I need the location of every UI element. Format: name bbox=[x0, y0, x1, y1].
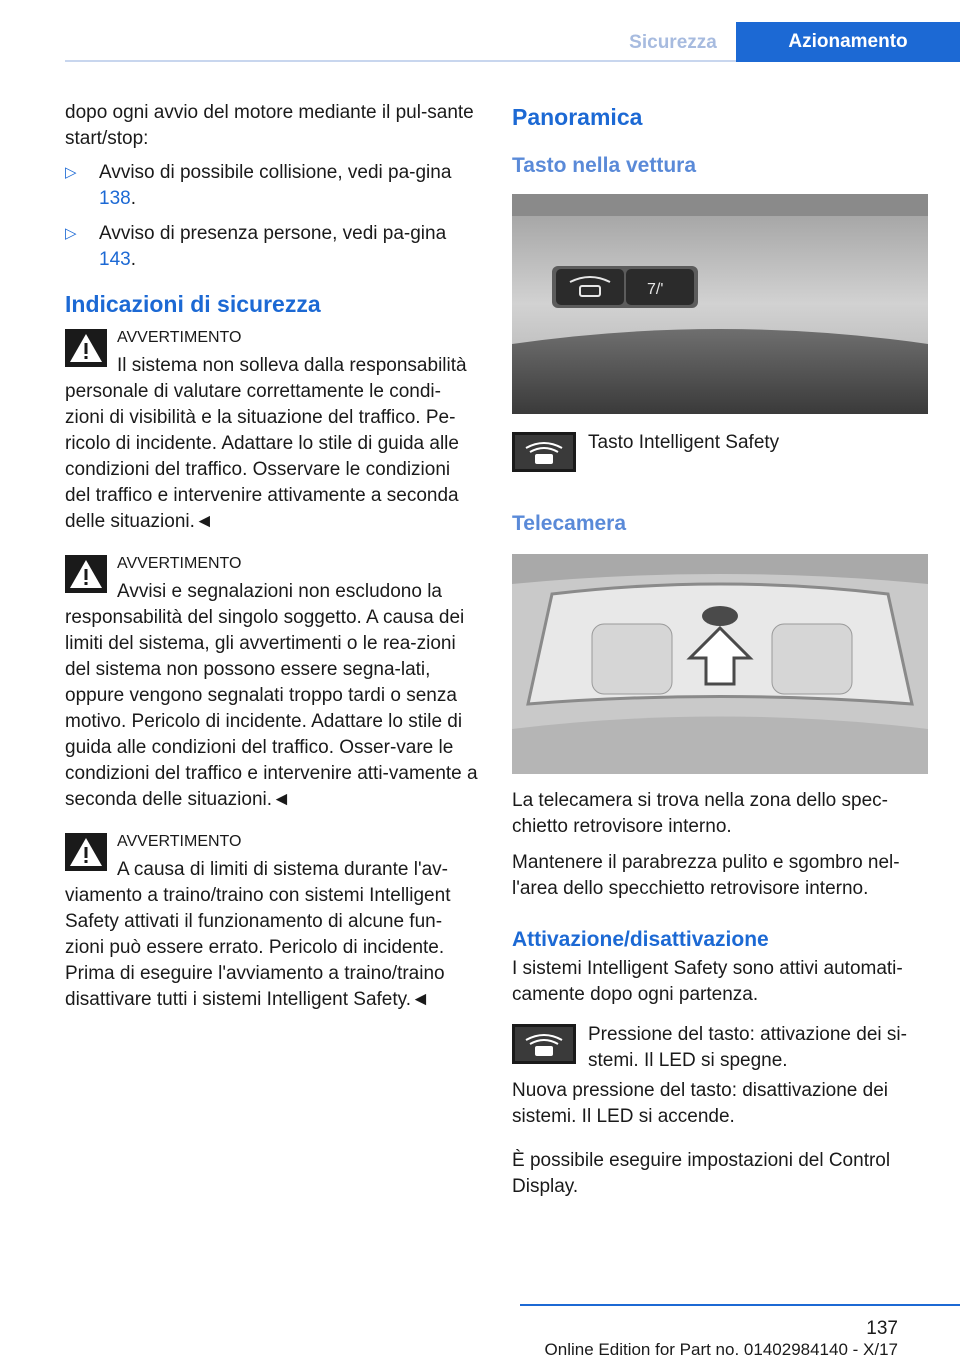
list-item-text: Avviso di presenza persone, vedi pa-gina bbox=[99, 223, 447, 244]
activation-icon-row bbox=[512, 1022, 932, 1074]
overview-heading: Panoramica bbox=[512, 104, 643, 130]
camera-windshield-image bbox=[512, 554, 928, 774]
warning-title: AVVERTIMENTO bbox=[117, 329, 242, 346]
page-link[interactable]: 143 bbox=[99, 249, 131, 270]
list-item bbox=[65, 160, 479, 212]
list-item-text: Avviso di possibile collisione, vedi pa-gina bbox=[99, 162, 452, 183]
activation-heading: Attivazione/disattivazione bbox=[512, 928, 769, 951]
intelligent-safety-button-icon bbox=[512, 432, 576, 472]
warning-block bbox=[65, 329, 479, 535]
svg-text:7/': 7/' bbox=[647, 281, 664, 298]
camera-text: La telecamera si trova nella zona dello spec-chietto retrovisore interno. bbox=[512, 790, 888, 837]
warning-title: AVVERTIMENTO bbox=[117, 555, 242, 572]
edition-text: Online Edition for Part no. 01402984140 - X/17 bbox=[544, 1340, 898, 1359]
intro-text: dopo ogni avvio del motore mediante il pul-sante start/stop: bbox=[65, 102, 474, 149]
header-section-tab[interactable]: Sicurezza bbox=[629, 32, 717, 53]
list-item-end: . bbox=[130, 188, 136, 209]
button-caption: Tasto Intelligent Safety bbox=[588, 432, 780, 453]
camera-text: Mantenere il parabrezza pulito e sgombro nel-l'area dello specchietto retrovisore interno. bbox=[512, 852, 900, 899]
warning-block bbox=[65, 555, 479, 813]
warning-text: Il sistema non solleva dalla responsabilità personale di valutare correttamente le condi-zioni di visibilità e la situazione del traffico. Pe-ricolo di incidente. Adattare lo stile di guida alle condizioni del traffico. Osservare le condizioni del traffico e intervenire attivamente a seconda delle situazioni.◄ bbox=[65, 355, 467, 532]
warning-block bbox=[65, 833, 479, 1013]
right-column bbox=[512, 100, 932, 1200]
camera-photo bbox=[512, 554, 928, 774]
warning-triangle-icon bbox=[65, 833, 107, 871]
activation-text: Nuova pressione del tasto: disattivazione dei sistemi. Il LED si accende. bbox=[512, 1080, 889, 1127]
triangle-right-icon: ▷ bbox=[65, 225, 77, 242]
camera-heading: Telecamera bbox=[512, 512, 627, 535]
header-chapter-tab[interactable]: Azionamento bbox=[736, 22, 960, 62]
warning-triangle-icon bbox=[65, 555, 107, 593]
button-photo bbox=[512, 194, 928, 414]
list-item bbox=[65, 221, 479, 273]
warning-triangle-icon bbox=[65, 329, 107, 367]
feature-list bbox=[65, 160, 479, 273]
button-caption-row bbox=[512, 430, 932, 476]
activation-icon-text: Pressione del tasto: attivazione dei si-stemi. Il LED si spegne. bbox=[588, 1024, 907, 1071]
activation-text: I sistemi Intelligent Safety sono attivi automati-camente dopo ogni partenza. bbox=[512, 958, 903, 1005]
intelligent-safety-button-icon bbox=[512, 1024, 576, 1064]
footer-rule bbox=[520, 1304, 960, 1306]
page-number: 137 bbox=[866, 1318, 898, 1339]
activation-text: È possibile eseguire impostazioni del Control Display. bbox=[512, 1150, 891, 1197]
left-column bbox=[65, 100, 479, 1013]
warning-text: Avvisi e segnalazioni non escludono la responsabilità del singolo soggetto. A causa dei limiti del sistema, gli avvertimenti o le rea-zioni del sistema non possono essere segna-lati, oppure vengono segnalati troppo tardi o senza motivo. Pericolo di incidente. Adattare lo stile di guida alle condizioni del traffico. Osser-vare le condizioni del traffico e intervenire atti-vamente a seconda delle situazioni.◄ bbox=[65, 581, 478, 810]
button-console-image bbox=[512, 194, 928, 414]
triangle-right-icon: ▷ bbox=[65, 164, 77, 181]
safety-heading: Indicazioni di sicurezza bbox=[65, 291, 321, 317]
button-heading: Tasto nella vettura bbox=[512, 154, 696, 177]
page-link[interactable]: 138 bbox=[99, 188, 131, 209]
warning-text: A causa di limiti di sistema durante l'av-viamento a traino/traino con sistemi Intelligent Safety attivati il funzionamento di alcune fun-zioni può essere errato. Pericolo di incidente. Prima di eseguire l'avviamento a traino/traino disattivare tutti i sistemi Intelligent Safety.◄ bbox=[65, 859, 451, 1010]
list-item-end: . bbox=[130, 249, 136, 270]
warning-title: AVVERTIMENTO bbox=[117, 833, 242, 850]
